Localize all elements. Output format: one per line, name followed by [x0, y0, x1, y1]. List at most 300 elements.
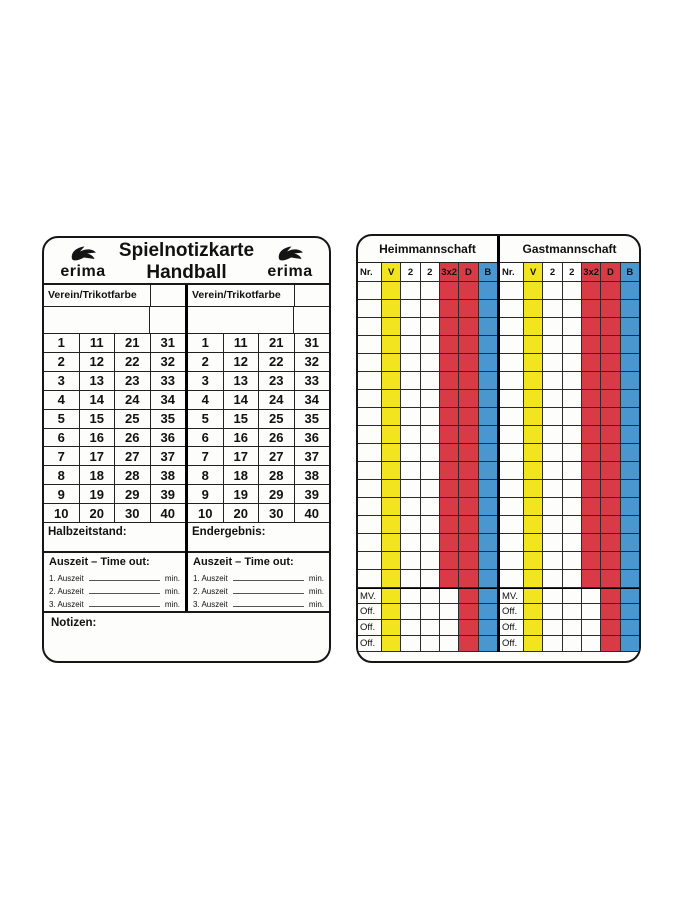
score-cell — [543, 534, 562, 551]
number-cell: 28 — [259, 466, 295, 484]
score-row — [500, 372, 639, 390]
number-cell: 11 — [80, 334, 116, 352]
score-cell — [543, 480, 562, 497]
score-cell — [621, 390, 639, 407]
number-cell: 39 — [304, 486, 319, 502]
score-cell — [621, 336, 639, 353]
fill-in-line — [233, 606, 304, 607]
score-cell — [382, 570, 401, 587]
number-cell: 3 — [188, 372, 224, 390]
number-cell: 35 — [304, 411, 319, 427]
auszeit-line — [49, 583, 180, 596]
auszeit-line — [193, 583, 324, 596]
score-cell — [459, 318, 478, 335]
auszeit-section — [188, 553, 329, 611]
verein-entry-row — [44, 307, 185, 334]
column-header-2: 2 — [563, 263, 582, 281]
column-header-d: D — [459, 263, 478, 281]
score-cell — [401, 426, 420, 443]
number-grid-row — [44, 334, 185, 353]
score-cell — [543, 282, 562, 299]
score-cell — [459, 620, 478, 635]
score-cell — [401, 480, 420, 497]
score-row — [358, 354, 497, 372]
score-cell — [621, 516, 639, 533]
score-cell — [621, 636, 639, 651]
number-cell: 16 — [224, 429, 260, 447]
score-cell — [459, 300, 478, 317]
number-grid-row — [188, 391, 329, 410]
number-cell: 20 — [224, 504, 260, 522]
score-cell — [621, 426, 639, 443]
officials-row — [358, 636, 497, 652]
score-cell — [440, 354, 459, 371]
score-cell — [440, 462, 459, 479]
player-number-cell — [500, 516, 524, 533]
player-number-cell — [358, 318, 382, 335]
notes-card-body — [44, 285, 329, 611]
score-cell — [421, 282, 440, 299]
fill-in-line — [89, 580, 160, 581]
score-cell — [440, 636, 459, 651]
score-cell — [401, 570, 420, 587]
score-cell — [382, 426, 401, 443]
score-cell — [582, 426, 601, 443]
score-cell — [563, 372, 582, 389]
score-cell — [524, 318, 543, 335]
score-cell — [440, 318, 459, 335]
number-cell: 19 — [224, 485, 260, 503]
number-cell: 36 — [160, 429, 175, 445]
auszeit-item-label: 1. Auszeit — [193, 574, 228, 583]
erima-logo-text: erima — [60, 262, 106, 280]
column-header-nr.: Nr. — [358, 263, 382, 281]
score-cell — [621, 318, 639, 335]
score-cell — [582, 534, 601, 551]
score-cell — [401, 372, 420, 389]
score-cell — [601, 620, 620, 635]
number-cell: 34 — [160, 392, 175, 408]
player-number-cell — [358, 408, 382, 425]
score-cell — [582, 570, 601, 587]
number-cell: 39 — [160, 486, 175, 502]
number-cell: 15 — [224, 410, 260, 428]
player-number-cell — [500, 318, 524, 335]
score-cell — [479, 354, 497, 371]
score-row — [500, 318, 639, 336]
score-cell — [440, 300, 459, 317]
score-cell — [401, 552, 420, 569]
minutes-unit: min. — [308, 587, 324, 596]
notes-card — [42, 236, 331, 663]
score-cell — [421, 636, 440, 651]
score-cell — [401, 282, 420, 299]
number-cell: 30 — [115, 504, 151, 522]
score-cell — [459, 589, 478, 603]
score-cell — [563, 604, 582, 619]
score-row — [358, 444, 497, 462]
column-header-2: 2 — [401, 263, 420, 281]
score-cell — [479, 534, 497, 551]
score-cell — [601, 336, 620, 353]
number-grid-row — [188, 410, 329, 429]
score-cell — [582, 480, 601, 497]
player-number-cell — [500, 426, 524, 443]
player-number-cell — [500, 408, 524, 425]
score-cell — [421, 534, 440, 551]
score-cell — [401, 636, 420, 651]
number-cell: 10 — [44, 504, 80, 522]
score-cell — [543, 516, 562, 533]
column-header-b: B — [621, 263, 639, 281]
score-row — [358, 534, 497, 552]
score-cell — [582, 604, 601, 619]
score-cell — [543, 318, 562, 335]
score-cell — [563, 282, 582, 299]
score-cell — [401, 498, 420, 515]
score-half-home — [358, 236, 500, 652]
score-card — [356, 234, 641, 663]
score-cell — [440, 480, 459, 497]
erima-logo-right — [259, 244, 321, 280]
number-grid-row — [188, 334, 329, 353]
score-row — [500, 408, 639, 426]
notes-half-home — [44, 285, 188, 611]
score-cell — [459, 516, 478, 533]
score-cell — [421, 390, 440, 407]
score-cell — [459, 408, 478, 425]
score-row — [358, 462, 497, 480]
score-cell — [601, 318, 620, 335]
score-row — [500, 570, 639, 588]
number-cell: 21 — [115, 334, 151, 352]
score-cell — [401, 300, 420, 317]
card-title — [119, 240, 254, 283]
auszeit-lines — [49, 570, 180, 609]
score-row — [500, 444, 639, 462]
number-grid — [188, 334, 329, 523]
column-header-2: 2 — [421, 263, 440, 281]
score-cell — [421, 372, 440, 389]
score-row — [358, 516, 497, 534]
auszeit-item-label: 1. Auszeit — [49, 574, 84, 583]
officials-label: Off. — [500, 636, 524, 651]
score-cell — [459, 444, 478, 461]
player-number-cell — [500, 444, 524, 461]
score-cell — [479, 390, 497, 407]
number-cell: 9 — [188, 485, 224, 503]
score-cell — [601, 372, 620, 389]
score-cell — [621, 372, 639, 389]
score-cell — [582, 636, 601, 651]
score-cell — [382, 462, 401, 479]
score-cell — [543, 390, 562, 407]
score-cell — [563, 462, 582, 479]
score-cell — [524, 570, 543, 587]
score-cell — [401, 318, 420, 335]
player-number-cell — [358, 516, 382, 533]
score-cell — [563, 620, 582, 635]
endergebnis-label: Endergebnis: — [188, 523, 329, 553]
auszeit-title: Auszeit – Time out: — [49, 556, 150, 568]
score-cell — [421, 444, 440, 461]
score-cell — [563, 636, 582, 651]
score-row — [358, 336, 497, 354]
player-number-cell — [358, 336, 382, 353]
score-cell — [601, 552, 620, 569]
number-cell: 7 — [44, 447, 80, 465]
number-grid-row — [188, 372, 329, 391]
score-cell — [601, 636, 620, 651]
score-cell — [601, 462, 620, 479]
column-header-d: D — [601, 263, 620, 281]
guest-team-title: Gastmannschaft — [500, 236, 639, 263]
score-cell — [459, 282, 478, 299]
player-number-cell — [358, 498, 382, 515]
score-row — [500, 552, 639, 570]
score-row — [358, 372, 497, 390]
score-cell — [621, 480, 639, 497]
score-cell — [563, 300, 582, 317]
score-cell — [382, 444, 401, 461]
player-number-cell — [358, 372, 382, 389]
column-header-3x2: 3x2 — [440, 263, 459, 281]
number-cell: 18 — [80, 466, 116, 484]
score-cell — [382, 390, 401, 407]
player-number-cell — [358, 426, 382, 443]
score-row — [358, 480, 497, 498]
auszeit-item-label: 3. Auszeit — [193, 600, 228, 609]
score-cell — [543, 604, 562, 619]
number-cell: 24 — [259, 391, 295, 409]
player-number-cell — [500, 372, 524, 389]
score-cell — [621, 570, 639, 587]
score-cell — [621, 408, 639, 425]
number-cell: 31 — [304, 335, 319, 351]
number-cell: 18 — [224, 466, 260, 484]
score-row — [358, 318, 497, 336]
score-cell — [459, 552, 478, 569]
minutes-unit: min. — [308, 600, 324, 609]
score-cell — [421, 354, 440, 371]
score-cell — [524, 282, 543, 299]
player-number-cell — [500, 570, 524, 587]
score-cell — [563, 426, 582, 443]
score-cell — [582, 372, 601, 389]
score-cell — [524, 552, 543, 569]
auszeit-item-label: 3. Auszeit — [49, 600, 84, 609]
number-grid-row — [188, 429, 329, 448]
number-cell: 33 — [304, 373, 319, 389]
score-cell — [421, 620, 440, 635]
score-cell — [459, 570, 478, 587]
score-cell — [524, 480, 543, 497]
score-cell — [601, 354, 620, 371]
number-cell: 4 — [188, 391, 224, 409]
score-cell — [601, 534, 620, 551]
score-cell — [563, 336, 582, 353]
auszeit-title: Auszeit – Time out: — [193, 556, 294, 568]
score-half-guest — [500, 236, 639, 652]
score-cell — [459, 480, 478, 497]
score-cell — [524, 462, 543, 479]
score-cell — [382, 408, 401, 425]
halbzeitstand-label: Halbzeitstand: — [44, 523, 185, 553]
number-cell: 29 — [259, 485, 295, 503]
officials-row — [358, 604, 497, 620]
verein-label: Verein/Trikotfarbe — [44, 285, 151, 306]
score-cell — [601, 408, 620, 425]
number-cell: 13 — [80, 372, 116, 390]
score-cell — [479, 372, 497, 389]
notes-section — [44, 611, 329, 661]
score-cell — [524, 636, 543, 651]
score-cell — [440, 282, 459, 299]
score-cell — [524, 498, 543, 515]
score-cell — [582, 408, 601, 425]
officials-label: MV. — [358, 589, 382, 603]
card-title-line1: Spielnotizkarte — [118, 240, 255, 262]
score-cell — [440, 620, 459, 635]
score-cell — [421, 552, 440, 569]
fill-in-line — [233, 580, 304, 581]
score-cell — [601, 282, 620, 299]
number-cell: 23 — [115, 372, 151, 390]
player-number-cell — [358, 444, 382, 461]
officials-label: Off. — [500, 604, 524, 619]
score-cell — [421, 300, 440, 317]
erima-wings-icon — [274, 244, 306, 263]
score-cell — [440, 444, 459, 461]
number-cell: 28 — [115, 466, 151, 484]
score-cell — [582, 462, 601, 479]
number-grid-row — [44, 353, 185, 372]
number-cell: 35 — [160, 411, 175, 427]
score-cell — [601, 604, 620, 619]
score-cell — [421, 589, 440, 603]
score-cell — [421, 516, 440, 533]
score-cell — [582, 282, 601, 299]
number-grid-row — [44, 466, 185, 485]
score-cell — [621, 589, 639, 603]
number-grid-row — [44, 429, 185, 448]
minutes-unit: min. — [164, 587, 180, 596]
score-cell — [582, 589, 601, 603]
officials-label: MV. — [500, 589, 524, 603]
score-row — [500, 282, 639, 300]
verein-row — [44, 285, 185, 307]
score-cell — [382, 354, 401, 371]
number-cell: 14 — [224, 391, 260, 409]
minutes-unit: min. — [164, 574, 180, 583]
score-cell — [479, 336, 497, 353]
score-cell — [601, 589, 620, 603]
score-cell — [382, 589, 401, 603]
number-cell: 27 — [259, 447, 295, 465]
score-row — [500, 498, 639, 516]
score-cell — [582, 620, 601, 635]
score-cell — [382, 318, 401, 335]
verein-row — [188, 285, 329, 307]
score-cell — [440, 604, 459, 619]
score-cell — [479, 480, 497, 497]
score-cell — [421, 426, 440, 443]
score-cell — [524, 444, 543, 461]
score-cell — [582, 354, 601, 371]
card-title-line2: Handball — [146, 261, 227, 283]
score-cell — [421, 480, 440, 497]
score-cell — [543, 462, 562, 479]
score-cell — [479, 516, 497, 533]
score-cell — [440, 336, 459, 353]
score-cell — [382, 552, 401, 569]
home-team-title: Heimmannschaft — [358, 236, 497, 263]
score-row — [358, 300, 497, 318]
score-row — [358, 570, 497, 588]
column-header-v: V — [524, 263, 543, 281]
score-cell — [459, 534, 478, 551]
score-row — [500, 516, 639, 534]
officials-label: Off. — [358, 620, 382, 635]
number-cell: 16 — [80, 429, 116, 447]
officials-label: Off. — [358, 604, 382, 619]
score-cell — [401, 408, 420, 425]
number-cell: 2 — [44, 353, 80, 371]
score-cell — [382, 498, 401, 515]
score-cell — [479, 318, 497, 335]
number-cell: 1 — [188, 334, 224, 352]
score-cell — [621, 498, 639, 515]
number-cell: 5 — [188, 410, 224, 428]
score-row — [500, 336, 639, 354]
score-cell — [543, 336, 562, 353]
score-cell — [543, 300, 562, 317]
number-grid-row — [44, 410, 185, 429]
score-cell — [459, 636, 478, 651]
score-cell — [459, 498, 478, 515]
number-cell: 19 — [80, 485, 116, 503]
score-cell — [479, 300, 497, 317]
score-cell — [563, 552, 582, 569]
player-number-cell — [500, 336, 524, 353]
number-cell: 40 — [160, 505, 175, 521]
fill-in-line — [89, 606, 160, 607]
score-cell — [421, 336, 440, 353]
officials-row — [500, 604, 639, 620]
number-cell: 36 — [304, 429, 319, 445]
number-cell: 32 — [304, 354, 319, 370]
number-cell: 21 — [259, 334, 295, 352]
score-cell — [563, 390, 582, 407]
score-cell — [543, 620, 562, 635]
number-cell: 26 — [115, 429, 151, 447]
number-grid-row — [188, 504, 329, 523]
erima-logo-text: erima — [267, 262, 313, 280]
score-cell — [479, 636, 497, 651]
score-cell — [479, 498, 497, 515]
verein-label: Verein/Trikotfarbe — [188, 285, 295, 306]
number-cell: 15 — [80, 410, 116, 428]
score-row — [500, 300, 639, 318]
score-cell — [563, 498, 582, 515]
trikotfarbe-entry-cell — [294, 307, 329, 333]
number-cell: 12 — [224, 353, 260, 371]
number-grid — [44, 334, 185, 523]
score-cell — [382, 516, 401, 533]
score-cell — [401, 534, 420, 551]
number-cell: 13 — [224, 372, 260, 390]
score-cell — [401, 390, 420, 407]
